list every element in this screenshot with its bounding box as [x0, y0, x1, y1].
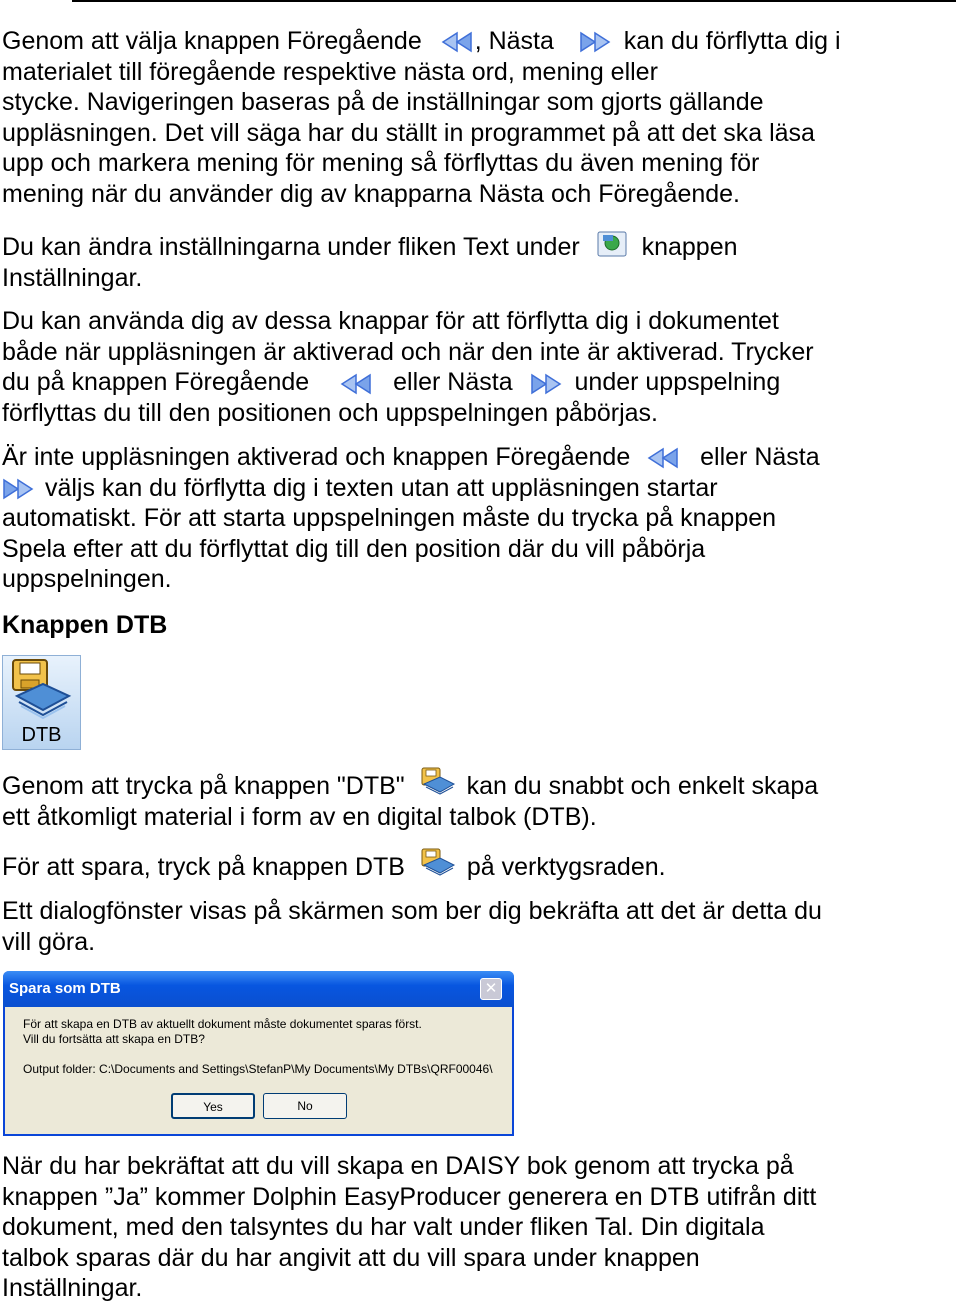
close-button[interactable]: ✕: [480, 978, 502, 1000]
text-line: mening när du använder dig av knapparna Nästa och Föregående.: [2, 179, 741, 208]
settings-icon: [597, 229, 629, 259]
dtb-button-label: DTB: [21, 724, 62, 746]
dialog-message-line: Vill du fortsätta att skapa en DTB?: [23, 1032, 205, 1046]
paragraph-dialog-info: [2, 896, 942, 957]
dtb-small-icon: [420, 848, 456, 878]
text-fragment: på verktygsraden.: [466, 853, 666, 881]
dtb-icon: [3, 656, 80, 726]
text-fragment: , Nästa: [474, 27, 554, 55]
text-line: uppläsningen. Det vill säga har du ställt in programmet på att det ska läsa: [2, 118, 815, 147]
next-icon: [2, 478, 36, 500]
text-line: Inställningar.: [2, 1274, 143, 1303]
text-line: förflyttas du till den positionen och uppspelningen påbörjas.: [2, 398, 658, 427]
previous-icon: [340, 373, 374, 395]
previous-icon: [647, 447, 681, 469]
previous-icon: [441, 31, 475, 53]
text-fragment: väljs kan du förflytta dig i texten utan att uppläsningen startar: [44, 473, 718, 502]
yes-button[interactable]: Yes: [171, 1093, 255, 1119]
text-fragment: För att spara, tryck på knappen DTB: [2, 853, 405, 881]
text-fragment: du på knappen Föregående: [2, 368, 310, 397]
dialog-title: Spara som DTB: [9, 980, 121, 997]
text-line: upp och markera mening för mening så förflyttas du även mening för: [2, 149, 760, 178]
paragraph-dtb-intro: [2, 771, 942, 832]
text-line: Ett dialogfönster visas på skärmen som ber dig bekräfta att det är detta du: [2, 897, 822, 925]
text-line: vill göra.: [2, 927, 96, 956]
text-fragment: eller Nästa: [393, 368, 513, 397]
paragraph-not-active: [2, 442, 942, 595]
text-line: materialet till föregående respektive nästa ord, mening eller: [2, 57, 658, 86]
top-rule: [72, 0, 956, 2]
text-fragment: eller Nästa: [700, 443, 820, 471]
paragraph-navigation-intro: [2, 26, 942, 210]
text-fragment: kan du förflytta dig i: [623, 27, 841, 55]
text-fragment: kan du snabbt och enkelt skapa: [466, 772, 819, 800]
text-fragment: Genom att trycka på knappen "DTB": [2, 772, 405, 800]
next-icon: [530, 373, 564, 395]
text-line: Du kan använda dig av dessa knappar för att förflytta dig i dokumentet: [2, 307, 779, 335]
dialog-titlebar: [3, 971, 514, 1007]
paragraph-conclusion: [2, 1151, 942, 1304]
section-heading: Knappen DTB: [2, 611, 168, 639]
dialog-message-line: För att skapa en DTB av aktuellt dokument måste dokumentet sparas först.: [23, 1017, 422, 1031]
text-line: dokument, med den talsyntes du har valt under fliken Tal. Din digitala: [2, 1213, 765, 1242]
save-dtb-dialog: [3, 971, 514, 1136]
text-fragment: Du kan ändra inställningarna under fliken Text under: [2, 233, 580, 261]
text-fragment: Är inte uppläsningen aktiverad och knappen Föregående: [2, 443, 631, 471]
text-line: knappen ”Ja” kommer Dolphin EasyProducer generera en DTB utifrån ditt: [2, 1182, 817, 1211]
dialog-output-folder: Output folder: C:\Documents and Settings\StefanP\My Documents\My DTBs\QRF00046\: [23, 1062, 493, 1076]
paragraph-settings: [2, 232, 942, 293]
dtb-small-icon: [420, 767, 456, 797]
text-line: stycke. Navigeringen baseras på de inställningar som gjorts gällande: [2, 88, 764, 117]
text-line: ett åtkomligt material i form av en digital talbok (DTB).: [2, 802, 597, 831]
text-line: talbok sparas där du har angivit att du vill spara under knappen: [2, 1243, 700, 1272]
text-line: både när uppläsningen är aktiverad och när den inte är aktiverad. Trycker: [2, 337, 814, 366]
next-icon: [579, 31, 613, 53]
text-fragment: knappen: [641, 233, 738, 261]
text-line: Inställningar.: [2, 263, 143, 292]
paragraph-playback: [2, 306, 942, 428]
text-line: uppspelningen.: [2, 565, 172, 594]
no-button[interactable]: No: [263, 1093, 347, 1119]
dtb-button[interactable]: [2, 655, 81, 750]
text-line: Genom att välja knappen Föregående: [2, 27, 422, 55]
paragraph-save: [2, 852, 942, 883]
text-line: automatiskt. För att starta uppspelningen måste du trycka på knappen: [2, 504, 777, 533]
text-line: Spela efter att du förflyttat dig till den position där du vill påbörja: [2, 534, 706, 563]
text-line: När du har bekräftat att du vill skapa en DAISY bok genom att trycka på: [2, 1152, 794, 1180]
text-fragment: under uppspelning: [574, 368, 781, 397]
